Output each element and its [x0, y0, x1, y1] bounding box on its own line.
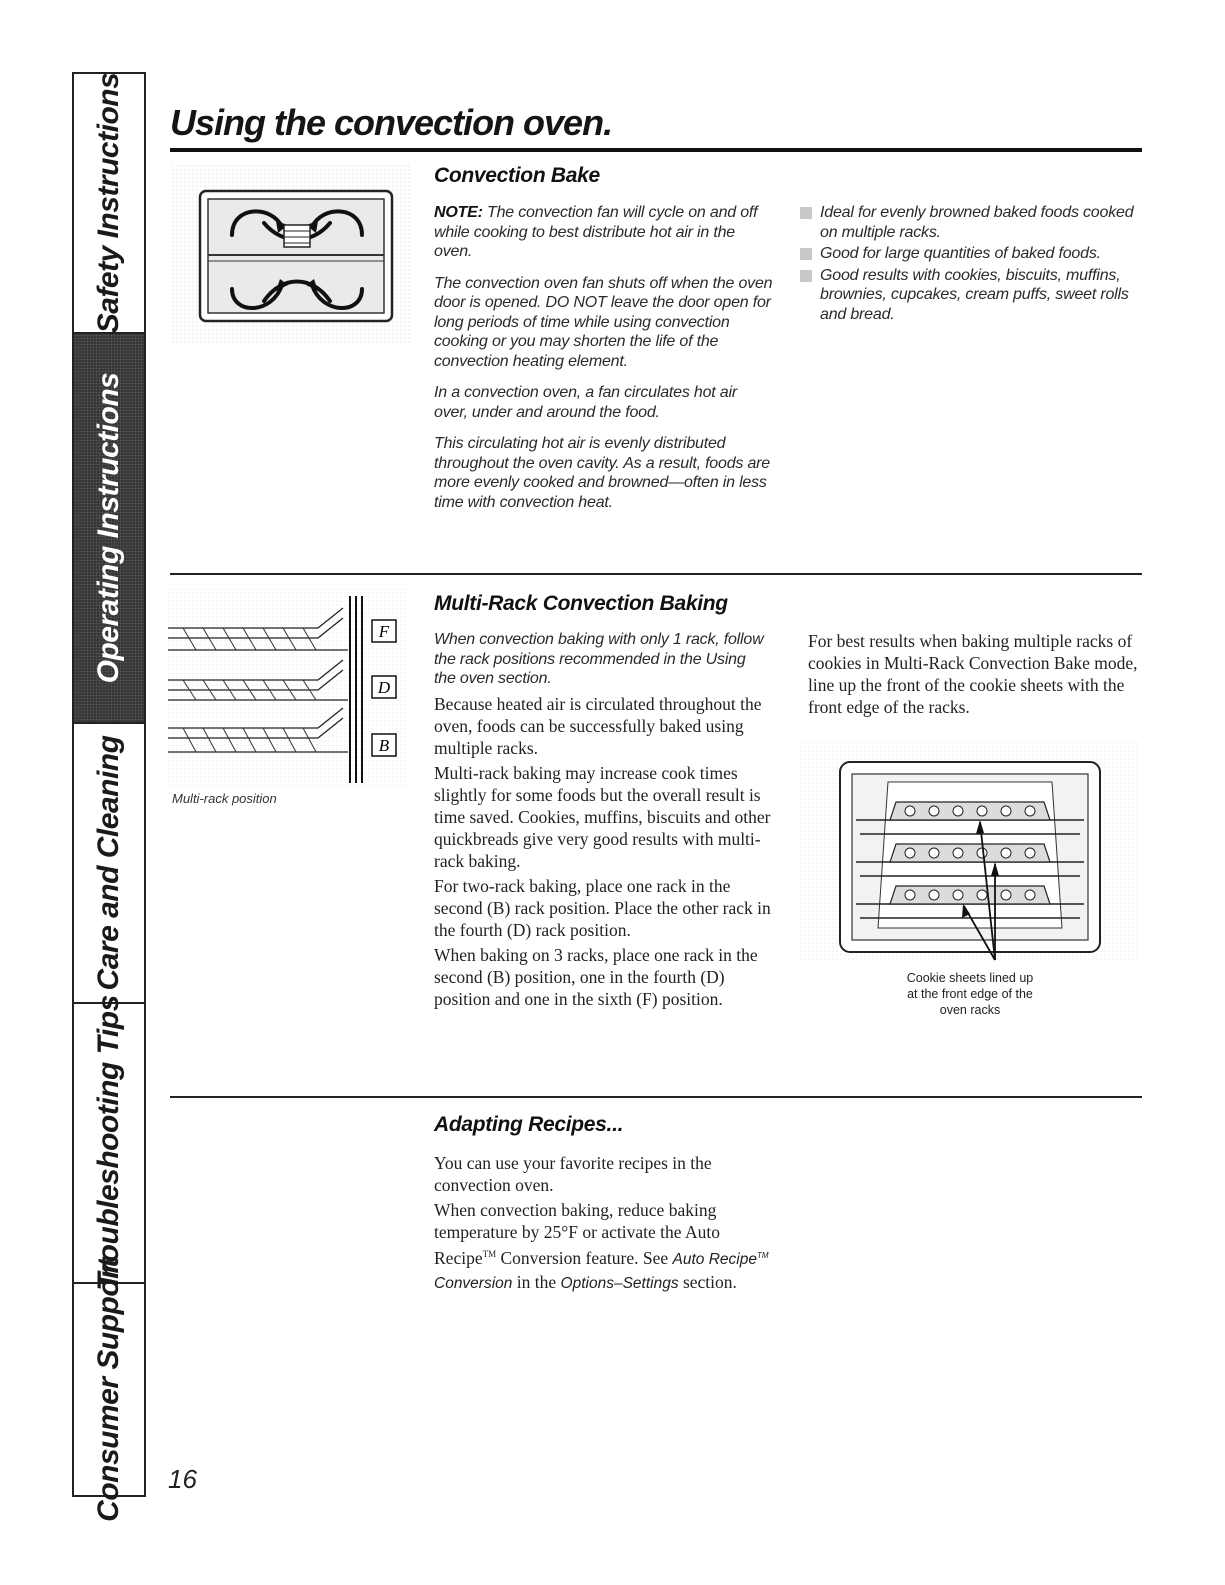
convection-bake-heading: Convection Bake — [434, 164, 600, 187]
tab-label: Consumer Support — [92, 1257, 125, 1522]
tab-operating-instructions[interactable] — [74, 334, 144, 724]
tab-consumer-support[interactable] — [74, 1257, 144, 1522]
multi-rack-heading: Multi-Rack Convection Baking — [434, 592, 728, 615]
adapting-recipes-heading: Adapting Recipes... — [434, 1113, 624, 1136]
adapting-recipes-body — [434, 1152, 779, 1298]
bullet-item: Ideal for evenly browned baked foods cooked on multiple racks. — [798, 203, 1138, 242]
tab-label: Troubleshooting Tips — [92, 995, 125, 1291]
convection-bake-bullets — [798, 203, 1138, 326]
rack-label-d: D — [377, 678, 391, 697]
convection-fan-illustration — [172, 165, 412, 345]
tab-troubleshooting-tips[interactable] — [74, 995, 144, 1291]
bullet-item: Good for large quantities of baked foods. — [798, 244, 1138, 264]
paragraph: When baking on 3 racks, place one rack in the second (B) position, one in the fourth (D) position and one in the sixth (F) position. — [434, 945, 758, 1009]
paragraph: The convection oven fan shuts off when the oven door is opened. DO NOT leave the door open for long periods of time while using convection cooking or you may shorten the life of the convection heating element. — [434, 274, 773, 370]
rack-label-f: F — [378, 622, 390, 641]
paragraph: Multi-rack baking may increase cook times slightly for some foods but the overall result is time saved. Cookies, muffins, biscuits and other quickbreads give very good results with multi-rack baking. — [434, 763, 771, 871]
trademark-mark: TM — [482, 1249, 497, 1259]
paragraph: This circulating hot air is evenly distributed throughout the oven cavity. As a result, foods are more evenly cooked and browned—often in less time with convection heat. — [434, 435, 770, 511]
note-paragraph — [434, 203, 774, 262]
title-rule — [170, 148, 1142, 152]
tab-safety-instructions[interactable] — [74, 74, 144, 334]
tab-label: Safety Instructions — [92, 72, 125, 334]
cookie-sheets-caption: Cookie sheets lined up at the front edge of the oven racks — [906, 971, 1034, 1017]
cookie-sheets-oven-illustration — [800, 742, 1140, 962]
multi-rack-right-text: For best results when baking multiple racks of cookies in Multi-Rack Convection Bake mode, line up the front of the cookie sheets with the front edge of the racks. — [808, 631, 1138, 717]
trademark-mark: TM — [756, 1250, 769, 1260]
multi-rack-intro: When convection baking with only 1 rack, follow the rack positions recommended in the Using the oven section. — [434, 631, 764, 687]
text-run: Auto Recipe — [672, 1250, 757, 1268]
paragraph: You can use your favorite recipes in the convection oven. — [434, 1153, 712, 1195]
tab-label: Operating Instructions — [92, 372, 125, 684]
side-tab-nav — [72, 72, 146, 1522]
tab-label: Care and Cleaning — [92, 735, 125, 991]
options-settings-reference: Options–Settings — [560, 1274, 679, 1292]
bullet-item: Good results with cookies, biscuits, muffins, brownies, cupcakes, cream puffs, sweet rolls and bread. — [798, 266, 1138, 325]
paragraph: Because heated air is circulated throughout the oven, foods can be successfully baked using multiple racks. — [434, 694, 762, 758]
multi-rack-caption: Multi-rack position — [172, 791, 277, 806]
convection-bake-text — [434, 203, 774, 524]
paragraph: For two-rack baking, place one rack in the second (B) rack position. Place the other rack in the fourth (D) rack position. — [434, 876, 771, 940]
multi-rack-position-illustration — [168, 588, 408, 788]
text-run: section. — [678, 1271, 737, 1292]
note-text: The convection fan will cycle on and off while cooking to best distribute hot air in the oven. — [434, 204, 758, 260]
page-number: 16 — [168, 1464, 197, 1494]
page-title: Using the convection oven. — [170, 102, 613, 143]
tab-care-and-cleaning[interactable] — [74, 724, 144, 1004]
multi-rack-body — [434, 693, 779, 1013]
text-run: When convection baking, reduce baking temperature by 25°F or activate the Auto Recipe — [434, 1200, 720, 1268]
text-run: Conversion feature. See — [496, 1247, 673, 1268]
rack-label-b: B — [378, 736, 390, 755]
paragraph — [434, 1199, 779, 1295]
paragraph: In a convection oven, a fan circulates hot air over, under and around the food. — [434, 384, 737, 421]
section-divider — [170, 573, 1142, 575]
note-label: NOTE: — [434, 204, 483, 221]
section-divider — [170, 1096, 1142, 1098]
text-run: Conversion — [434, 1274, 513, 1292]
text-run: in the — [512, 1271, 561, 1292]
